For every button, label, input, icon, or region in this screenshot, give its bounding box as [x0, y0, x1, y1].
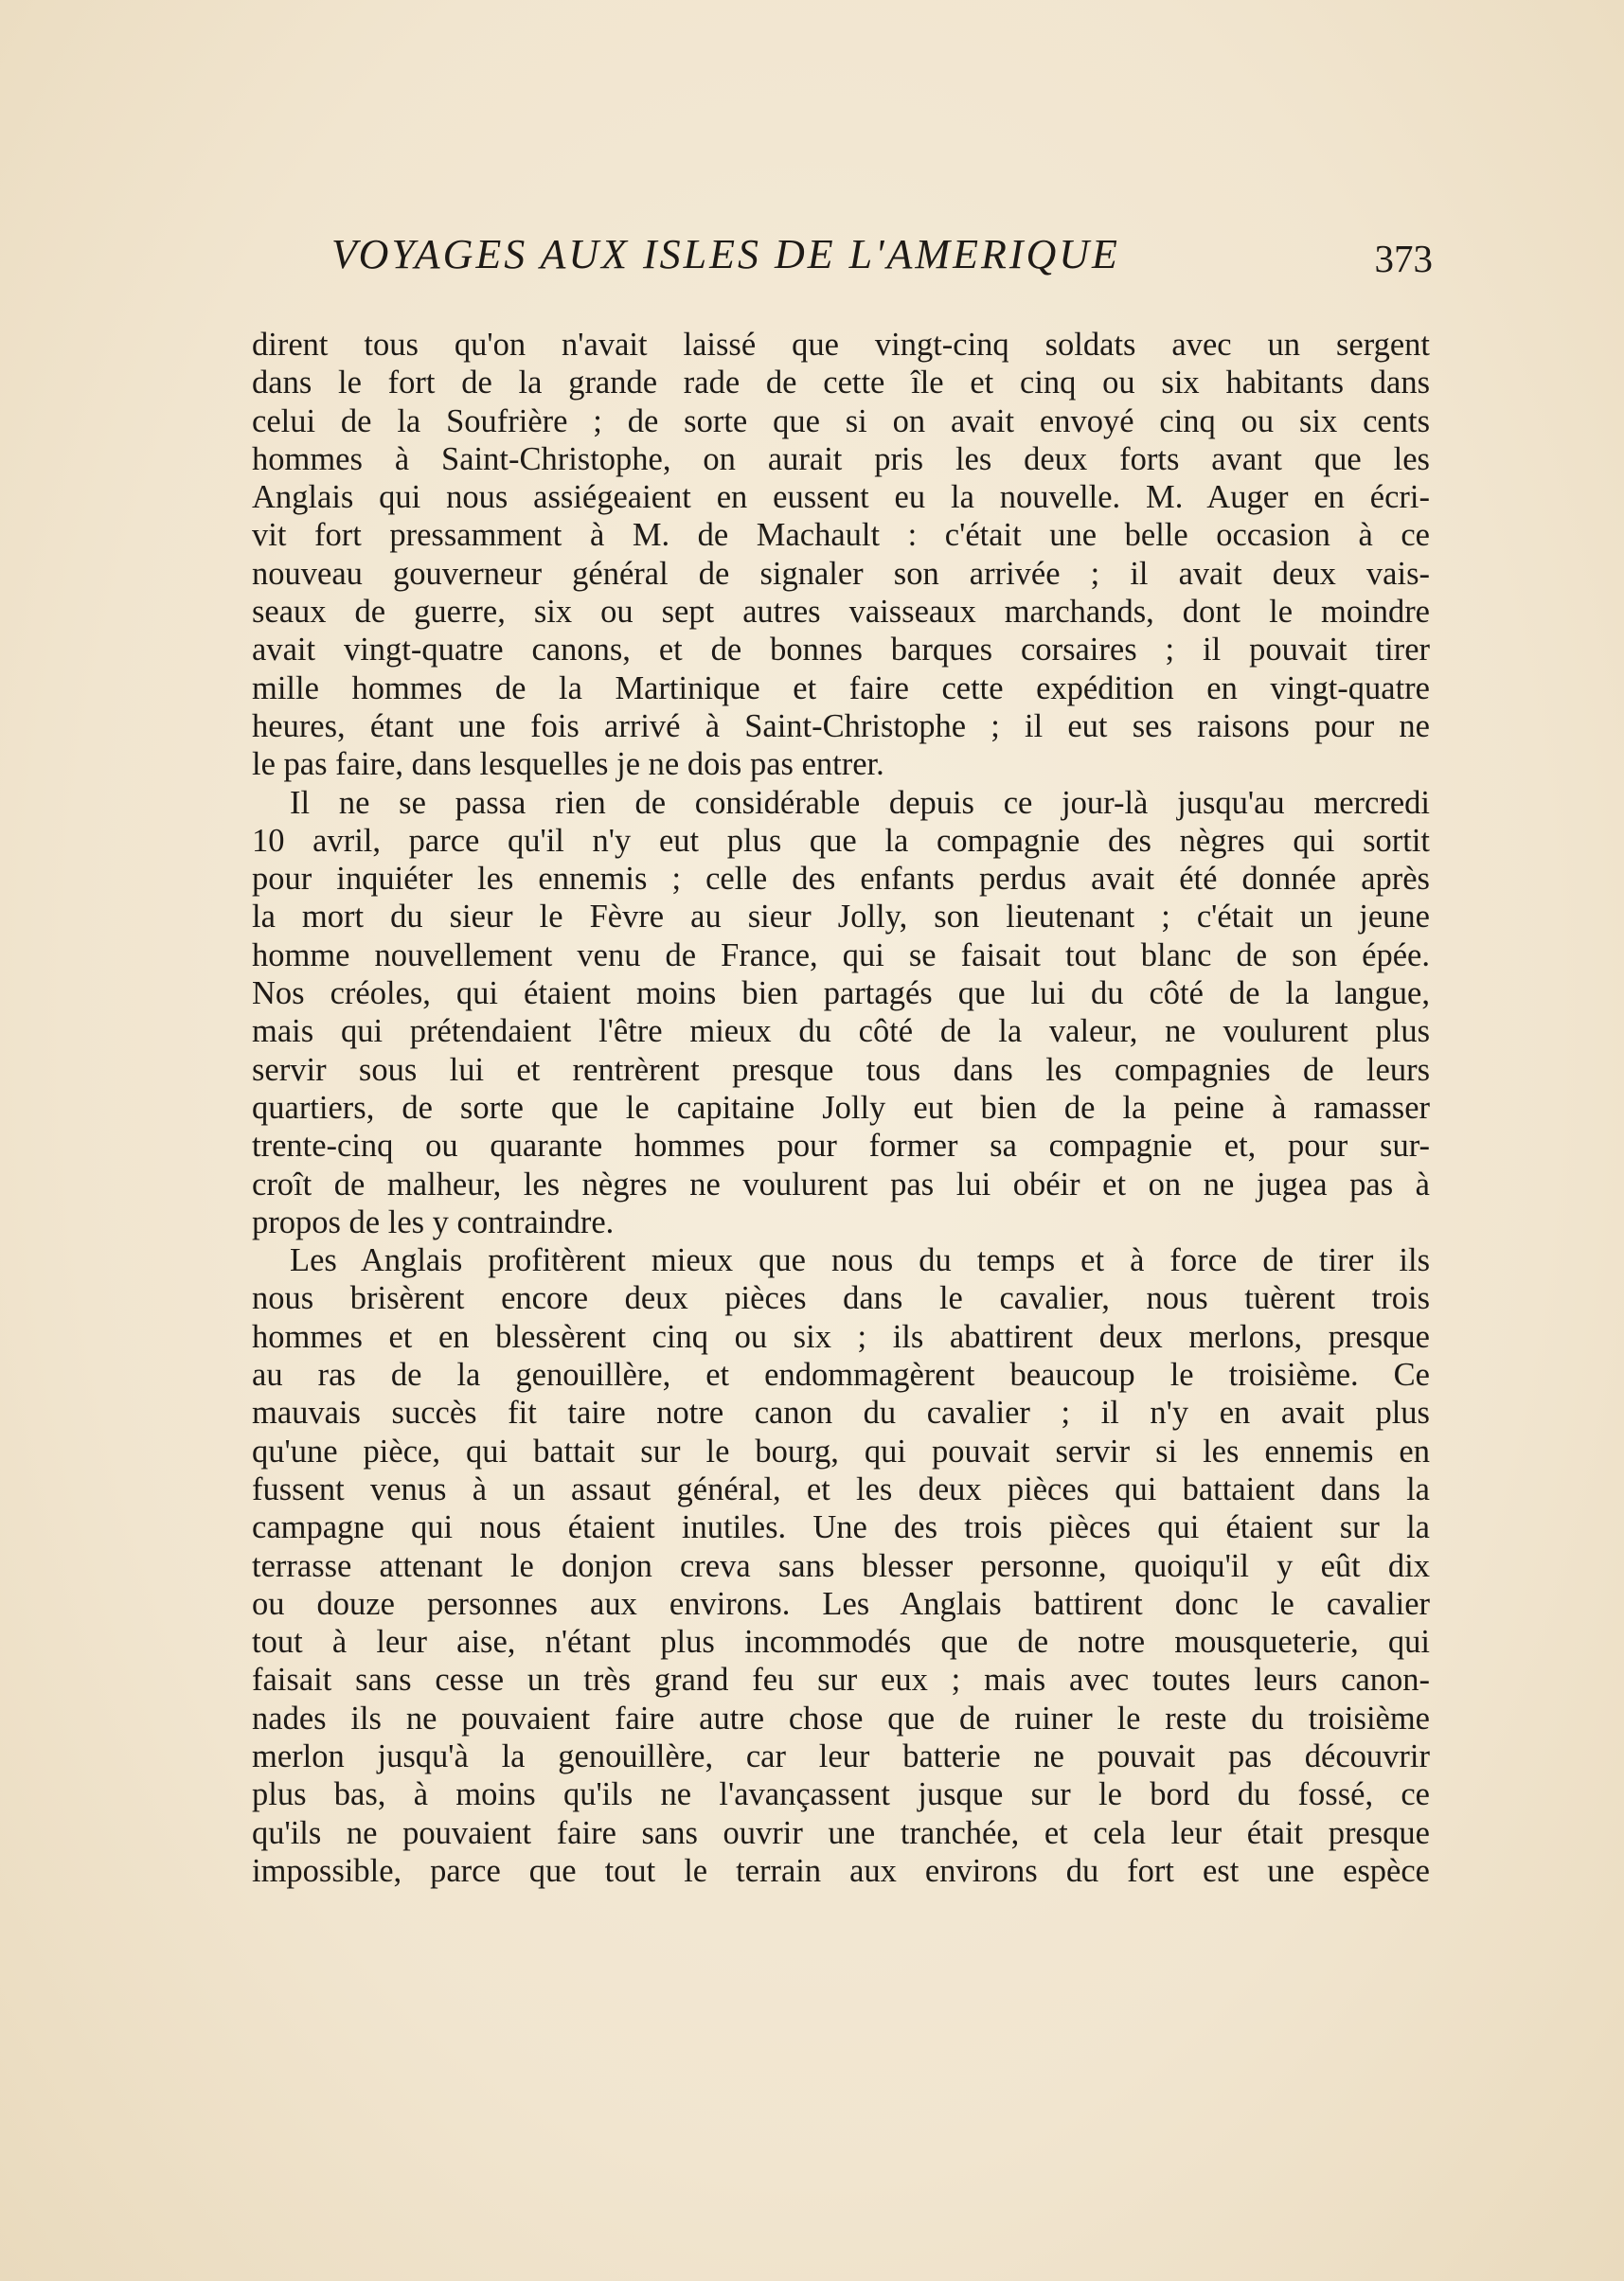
text-line: mille hommes de la Martinique et faire cette expédition en vingt-quatre: [252, 669, 1430, 706]
text-line: fussent venus à un assaut général, et les deux pièces qui battaient dans la: [252, 1470, 1430, 1507]
text-line: seaux de guerre, six ou sept autres vaisseaux marchands, dont le moindre: [252, 594, 1430, 631]
text-line: tout à leur aise, n'étant plus incommodés que de notre mousqueterie, qui: [252, 1624, 1430, 1661]
text-line: dans le fort de la grande rade de cette île et cinq ou six habitants dans: [252, 365, 1430, 401]
text-line: hommes et en blessèrent cinq ou six ; ils abattirent deux merlons, presque: [252, 1318, 1430, 1355]
paragraph-start-line: Les Anglais profitèrent mieux que nous du temps et à force de tirer ils: [290, 1242, 1430, 1279]
page-number: 373: [1374, 237, 1433, 280]
paragraph-start-line: Il ne se passa rien de considérable depuis ce jour-là jusqu'au mercredi: [290, 784, 1430, 821]
text-line: croît de malheur, les nègres ne voulurent pas lui obéir et on ne jugea pas à: [252, 1166, 1430, 1203]
text-line: propos de les y contraindre.: [252, 1203, 615, 1240]
text-line: le pas faire, dans lesquelles je ne dois pas entrer.: [252, 746, 884, 783]
text-line: impossible, parce que tout le terrain aux environs du fort est une espèce: [252, 1852, 1430, 1889]
text-line: pour inquiéter les ennemis ; celle des enfants perdus avait été donnée après: [252, 861, 1430, 898]
text-line: nades ils ne pouvaient faire autre chose que de ruiner le reste du troisième: [252, 1700, 1430, 1737]
text-line: avait vingt-quatre canons, et de bonnes barques corsaires ; il pouvait tirer: [252, 632, 1430, 668]
text-line: qu'ils ne pouvaient faire sans ouvrir une tranchée, et cela leur était presque: [252, 1814, 1430, 1851]
text-line: Anglais qui nous assiégeaient en eussent eu la nouvelle. M. Auger en écri-: [252, 479, 1430, 516]
text-line: nouveau gouverneur général de signaler son arrivée ; il avait deux vais-: [252, 555, 1430, 592]
text-line: faisait sans cesse un très grand feu sur eux ; mais avec toutes leurs canon-: [252, 1662, 1430, 1699]
text-line: campagne qui nous étaient inutiles. Une des trois pièces qui étaient sur la: [252, 1509, 1430, 1546]
text-line: mais qui prétendaient l'être mieux du côté de la valeur, ne voulurent plus: [252, 1013, 1430, 1050]
text-line: servir sous lui et rentrèrent presque tous dans les compagnies de leurs: [252, 1051, 1430, 1088]
running-head: [331, 230, 1439, 287]
text-line: homme nouvellement venu de France, qui se faisait tout blanc de son épée.: [252, 936, 1430, 973]
text-line: quartiers, de sorte que le capitaine Jolly eut bien de la peine à ramasser: [252, 1089, 1430, 1126]
text-line: 10 avril, parce qu'il n'y eut plus que la compagnie des nègres qui sortit: [252, 822, 1430, 859]
text-line: celui de la Soufrière ; de sorte que si on avait envoyé cinq ou six cents: [252, 402, 1430, 439]
text-line: plus bas, à moins qu'ils ne l'avançassent jusque sur le bord du fossé, ce: [252, 1776, 1430, 1813]
text-line: au ras de la genouillère, et endommagèrent beaucoup le troisième. Ce: [252, 1357, 1430, 1394]
text-line: terrasse attenant le donjon creva sans blesser personne, quoiqu'il y eût dix: [252, 1547, 1430, 1584]
text-line: ou douze personnes aux environs. Les Anglais battirent donc le cavalier: [252, 1585, 1430, 1622]
text-line: trente-cinq ou quarante hommes pour former sa compagnie et, pour sur-: [252, 1128, 1430, 1165]
text-line: Nos créoles, qui étaient moins bien partagés que lui du côté de la langue,: [252, 975, 1430, 1012]
text-line: qu'une pièce, qui battait sur le bourg, qui pouvait servir si les ennemis en: [252, 1433, 1430, 1470]
body-text: [252, 326, 1430, 1890]
text-line: nous brisèrent encore deux pièces dans le cavalier, nous tuèrent trois: [252, 1280, 1430, 1317]
text-line: heures, étant une fois arrivé à Saint-Christophe ; il eut ses raisons pour ne: [252, 707, 1430, 744]
text-line: hommes à Saint-Christophe, on aurait pris les deux forts avant que les: [252, 440, 1430, 477]
text-line: dirent tous qu'on n'avait laissé que vingt-cinq soldats avec un sergent: [252, 327, 1430, 363]
text-line: merlon jusqu'à la genouillère, car leur batterie ne pouvait pas découvrir: [252, 1737, 1430, 1774]
text-line: la mort du sieur le Fèvre au sieur Jolly, son lieutenant ; c'était un jeune: [252, 899, 1430, 936]
running-title: VOYAGES AUX ISLES DE L'AMERIQUE: [331, 231, 1120, 277]
text-line: vit fort pressamment à M. de Machault : c'était une belle occasion à ce: [252, 517, 1430, 554]
text-line: mauvais succès fit taire notre canon du cavalier ; il n'y en avait plus: [252, 1395, 1430, 1432]
